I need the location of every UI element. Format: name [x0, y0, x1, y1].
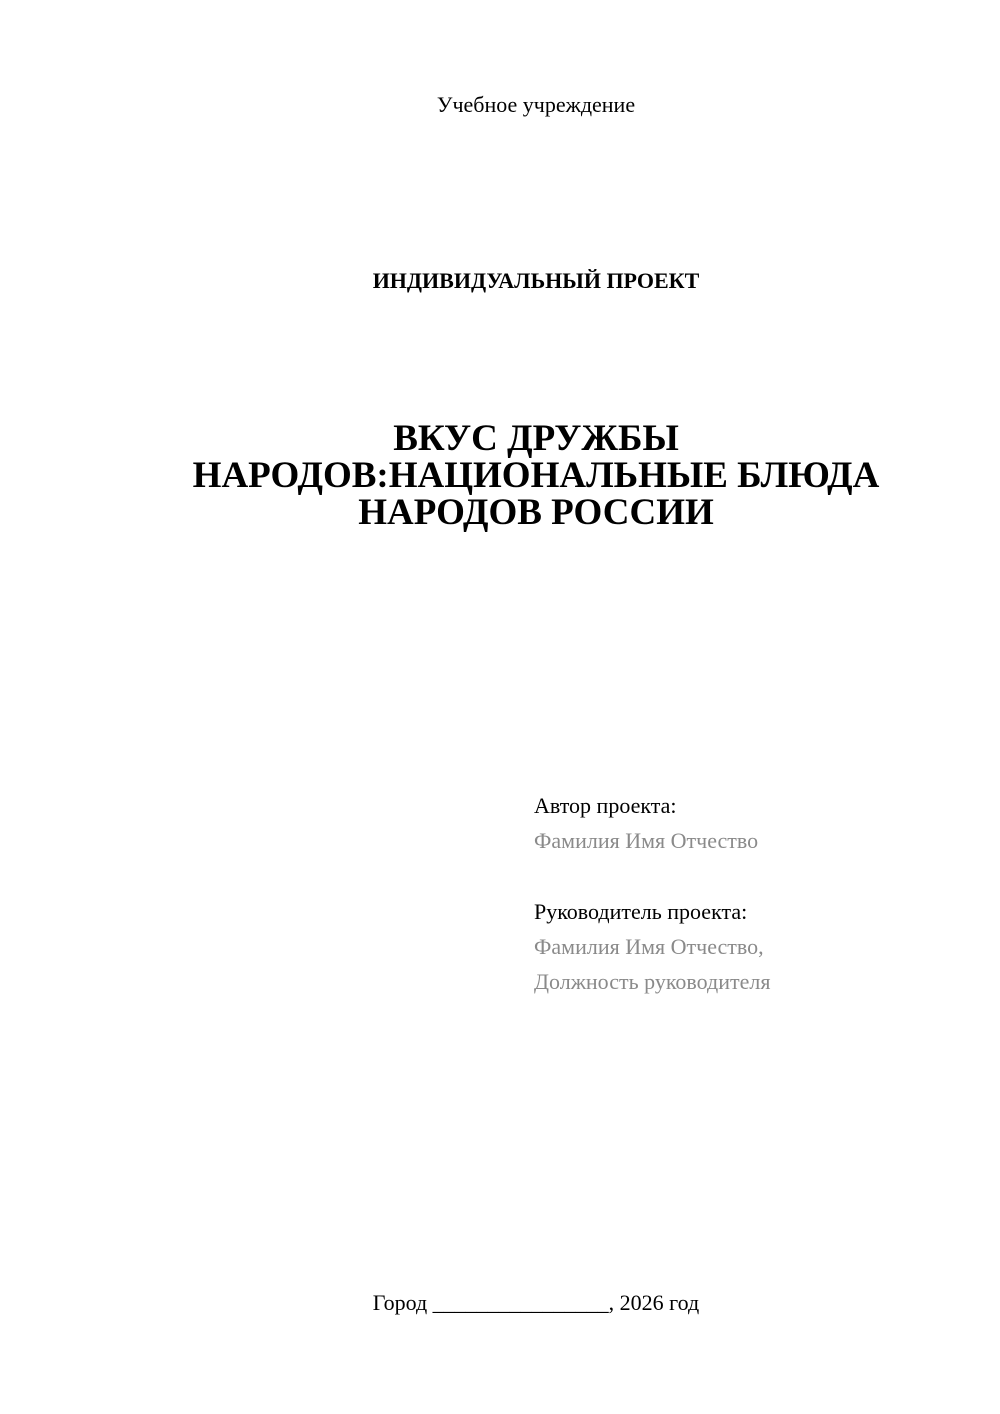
city-year-footer: Город ________________, 2026 год: [372, 1290, 700, 1315]
project-title-line-2: НАРОДОВ:НАЦИОНАЛЬНЫЕ БЛЮДА: [192, 455, 880, 496]
spacer: [534, 858, 974, 894]
project-type: ИНДИВИДУАЛЬНЫЙ ПРОЕКТ: [372, 268, 700, 293]
author-name: Фамилия Имя Отчество: [534, 828, 759, 853]
project-title-line-1: ВКУС ДРУЖБЫ: [393, 418, 679, 459]
project-people-block: [534, 788, 974, 999]
author-label: Автор проекта:: [534, 793, 677, 818]
project-title: [0, 420, 1000, 531]
supervisor-name: Фамилия Имя Отчество,: [534, 934, 764, 959]
project-title-line-3: НАРОДОВ РОССИИ: [358, 492, 714, 533]
supervisor-position: Должность руководителя: [534, 969, 771, 994]
supervisor-label: Руководитель проекта:: [534, 899, 748, 924]
institution-name: Учебное учреждение: [436, 92, 636, 117]
